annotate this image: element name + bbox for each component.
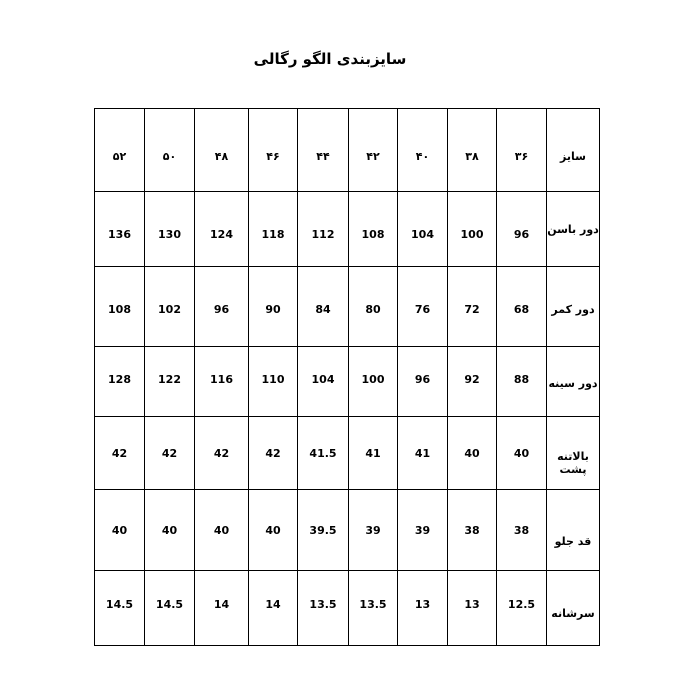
table-cell: 14.5 — [145, 571, 195, 646]
table-cell: 84 — [298, 267, 349, 347]
table-row — [95, 192, 600, 267]
size-chart-table — [94, 108, 600, 646]
table-cell: 130 — [145, 192, 195, 267]
table-cell: 13 — [448, 571, 497, 646]
size-header-cell: ۳۸ — [448, 109, 497, 192]
table-cell: 104 — [398, 192, 448, 267]
table-cell: 92 — [448, 347, 497, 417]
table-cell: 39 — [349, 490, 398, 571]
row-label-cell: دور باسن — [547, 192, 600, 267]
table-cell: 41.5 — [298, 417, 349, 490]
table-cell: 40 — [195, 490, 249, 571]
table-cell: 42 — [249, 417, 298, 490]
table-cell: 72 — [448, 267, 497, 347]
table-cell: 108 — [349, 192, 398, 267]
table-cell: 128 — [95, 347, 145, 417]
size-header-cell: ۳۶ — [497, 109, 547, 192]
table-cell: 41 — [398, 417, 448, 490]
table-cell: 38 — [497, 490, 547, 571]
size-header-cell: ۴۶ — [249, 109, 298, 192]
row-label-cell: قد جلو — [547, 490, 600, 571]
table-row — [95, 267, 600, 347]
header-row — [95, 109, 600, 192]
table-cell: 102 — [145, 267, 195, 347]
size-header-cell: ۴۸ — [195, 109, 249, 192]
table-cell: 38 — [448, 490, 497, 571]
table-cell: 41 — [349, 417, 398, 490]
table-cell: 42 — [95, 417, 145, 490]
table-cell: 112 — [298, 192, 349, 267]
page-title: سایزبندی الگو رگالی — [253, 50, 407, 68]
table-cell: 68 — [497, 267, 547, 347]
table-cell: 12.5 — [497, 571, 547, 646]
table-cell: 13.5 — [349, 571, 398, 646]
table-cell: 76 — [398, 267, 448, 347]
table-cell: 100 — [448, 192, 497, 267]
table-cell: 39 — [398, 490, 448, 571]
table-cell: 40 — [448, 417, 497, 490]
size-header-cell: ۴۰ — [398, 109, 448, 192]
table-cell: 14 — [195, 571, 249, 646]
table-cell: 96 — [398, 347, 448, 417]
table-cell: 96 — [195, 267, 249, 347]
size-header-cell: ۴۴ — [298, 109, 349, 192]
size-header-cell: ۵۰ — [145, 109, 195, 192]
row-label-cell: بالاتنه پشت — [547, 417, 600, 490]
table-row — [95, 417, 600, 490]
table-cell: 110 — [249, 347, 298, 417]
size-header-cell: ۴۲ — [349, 109, 398, 192]
table-cell: 40 — [249, 490, 298, 571]
table-cell: 104 — [298, 347, 349, 417]
table-cell: 14.5 — [95, 571, 145, 646]
table-cell: 124 — [195, 192, 249, 267]
row-label-cell: دور کمر — [547, 267, 600, 347]
table-cell: 116 — [195, 347, 249, 417]
table-cell: 42 — [145, 417, 195, 490]
row-label-cell: دور سینه — [547, 347, 600, 417]
table-cell: 13 — [398, 571, 448, 646]
table-row — [95, 490, 600, 571]
size-header-cell: ۵۲ — [95, 109, 145, 192]
table-cell: 13.5 — [298, 571, 349, 646]
table-cell: 42 — [195, 417, 249, 490]
table-row — [95, 571, 600, 646]
table-cell: 40 — [497, 417, 547, 490]
table-cell: 40 — [95, 490, 145, 571]
table-cell: 136 — [95, 192, 145, 267]
table-cell: 96 — [497, 192, 547, 267]
table-cell: 90 — [249, 267, 298, 347]
row-label-cell: سرشانه — [547, 571, 600, 646]
table-cell: 122 — [145, 347, 195, 417]
table-cell: 108 — [95, 267, 145, 347]
table-cell: 39.5 — [298, 490, 349, 571]
table-cell: 100 — [349, 347, 398, 417]
table-row — [95, 347, 600, 417]
table-cell: 40 — [145, 490, 195, 571]
table-cell: 118 — [249, 192, 298, 267]
table-cell: 14 — [249, 571, 298, 646]
header-label-cell: سایز — [547, 109, 600, 192]
table-cell: 88 — [497, 347, 547, 417]
table-cell: 80 — [349, 267, 398, 347]
